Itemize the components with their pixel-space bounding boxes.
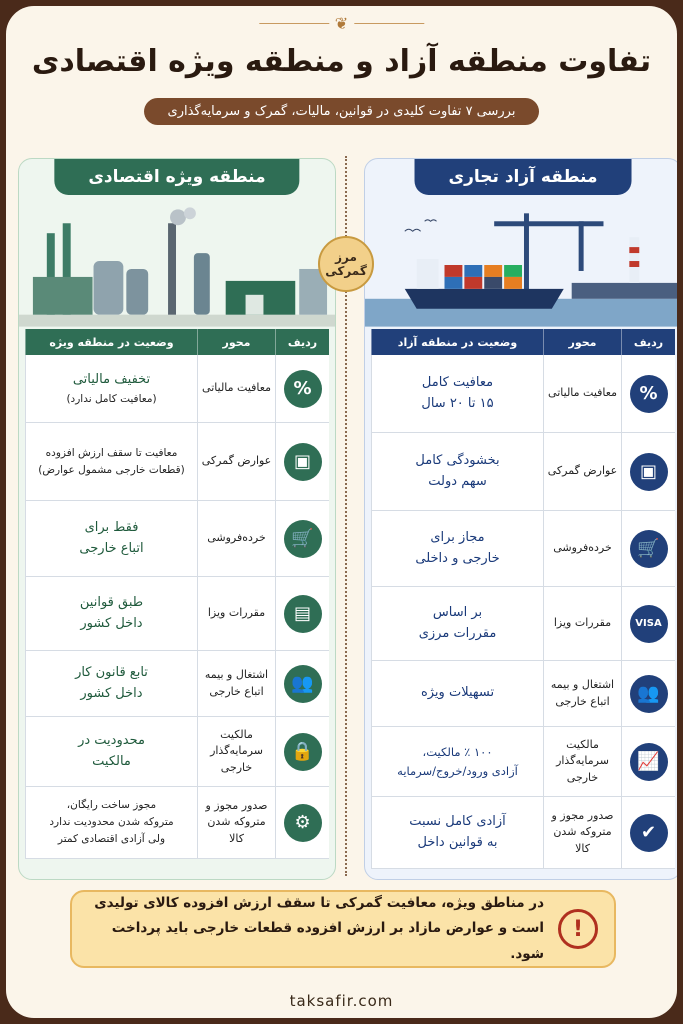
footer-website: taksafir.com (289, 992, 394, 1010)
row-status: آزادی کامل نسبت به قوانین داخل (371, 797, 543, 868)
row-axis: صدور مجوز و متروکه شدن کالا (197, 787, 275, 858)
row-status: تسهیلات ویژه (371, 661, 543, 726)
table-row (25, 717, 329, 787)
document-check-icon: ✔ (630, 814, 668, 852)
row-status (25, 355, 197, 422)
exclamation-icon: ! (558, 909, 598, 949)
visa-icon: VISA (630, 605, 668, 643)
table-row (371, 727, 675, 797)
row-axis: معافیت مالیاتی (197, 355, 275, 422)
row-axis: صدور مجوز و متروکه شدن کالا (543, 797, 621, 868)
row-axis: اشتغال و بیمه اتباع خارجی (197, 651, 275, 716)
table-row (25, 651, 329, 717)
percent-icon: % (630, 375, 668, 413)
table-row (371, 797, 675, 869)
table-row (25, 577, 329, 651)
header-row-label: ردیف (621, 329, 675, 355)
header-axis-label: محور (543, 329, 621, 355)
table-row (371, 661, 675, 727)
cart-icon: 🛒 (284, 520, 322, 558)
row-status-note: (معافیت کامل ندارد) (66, 392, 157, 405)
row-axis: مقررات ویزا (543, 587, 621, 660)
table-row (25, 501, 329, 577)
row-status: بخشودگی کامل سهم دولت (371, 433, 543, 510)
row-status: مجوز ساخت رایگان، متروکه شدن محدودیت ندارد ولی آزادی اقتصادی کمتر (25, 787, 197, 858)
cart-icon: 🛒 (630, 530, 668, 568)
row-status: معافیت کامل ۱۵ تا ۲۰ سال (371, 355, 543, 432)
header-row-label: ردیف (275, 329, 329, 355)
header-status-label: وضعیت در منطقه ویژه (25, 329, 197, 355)
port-illustration (365, 203, 677, 327)
document-gear-icon: ⚙ (284, 804, 322, 842)
lock-person-icon: 🔒 (284, 733, 322, 771)
row-axis: اشتغال و بیمه اتباع خارجی (543, 661, 621, 726)
table-header (25, 329, 329, 355)
table-row (371, 433, 675, 511)
percent-icon: % (284, 370, 322, 408)
row-axis: مقررات ویزا (197, 577, 275, 650)
table-row (25, 787, 329, 859)
table-row (25, 355, 329, 423)
row-axis: معافیت مالیاتی (543, 355, 621, 432)
row-axis: عوارض گمرکی (197, 423, 275, 500)
page-subtitle: بررسی ۷ تفاوت کلیدی در قوانین، مالیات، گمرک و سرمایه‌گذاری (144, 98, 540, 125)
warning-note (70, 890, 616, 968)
customs-border-badge (318, 236, 374, 292)
page-title: تفاوت منطقه آزاد و منطقه ویژه اقتصادی (31, 44, 652, 79)
infographic-frame (6, 6, 677, 1018)
row-status-main: تخفیف مالیاتی (72, 371, 151, 387)
row-status: معافیت تا سقف ارزش افزوده (قطعات خارجی مشمول عوارض) (25, 423, 197, 500)
row-axis: مالکیت سرمایه‌گذار خارجی (197, 717, 275, 786)
people-icon: 👥 (630, 675, 668, 713)
special-zone-table (25, 329, 329, 859)
row-status: مجاز برای خارجی و داخلی (371, 511, 543, 586)
free-zone-panel (364, 158, 677, 880)
box-icon: ▣ (284, 443, 322, 481)
free-zone-table (371, 329, 675, 869)
row-axis: عوارض گمرکی (543, 433, 621, 510)
passport-icon: ▤ (284, 595, 322, 633)
row-status: طبق قوانین داخل کشور (25, 577, 197, 650)
table-row (371, 587, 675, 661)
customs-box-icon: ▣ (630, 453, 668, 491)
row-axis: خرده‌فروشی (197, 501, 275, 576)
table-header (371, 329, 675, 355)
free-zone-title: منطقه آزاد تجاری (415, 159, 632, 195)
factory-illustration (19, 203, 335, 327)
special-zone-title: منطقه ویژه اقتصادی (54, 159, 299, 195)
row-axis: مالکیت سرمایه‌گذار خارجی (543, 727, 621, 796)
row-status: ۱۰۰ ٪ مالکیت، آزادی ورود/خروج/سرمایه (371, 727, 543, 796)
row-axis: خرده‌فروشی (543, 511, 621, 586)
row-status: فقط برای اتباع خارجی (25, 501, 197, 576)
row-status: تابع قانون کار داخل کشور (25, 651, 197, 716)
warning-note-text: در مناطق ویژه، معافیت گمرکی تا سقف ارزش افزوده کالای تولیدی است و عوارض مازاد بر ارزش افزوده قطعات خارجی باید پرداخت شود. (94, 894, 544, 962)
top-ornament: ❦ (259, 14, 424, 33)
investor-chart-icon: 📈 (630, 743, 668, 781)
table-row (371, 355, 675, 433)
table-row (25, 423, 329, 501)
header-status-label: وضعیت در منطقه آزاد (371, 329, 543, 355)
row-status: بر اساس مقررات مرزی (371, 587, 543, 660)
header-axis-label: محور (197, 329, 275, 355)
table-row (371, 511, 675, 587)
special-zone-panel (18, 158, 336, 880)
customs-border-label: مرز گمرکی (325, 249, 367, 278)
people-icon: 👥 (284, 665, 322, 703)
row-status: محدودیت در مالکیت (25, 717, 197, 786)
